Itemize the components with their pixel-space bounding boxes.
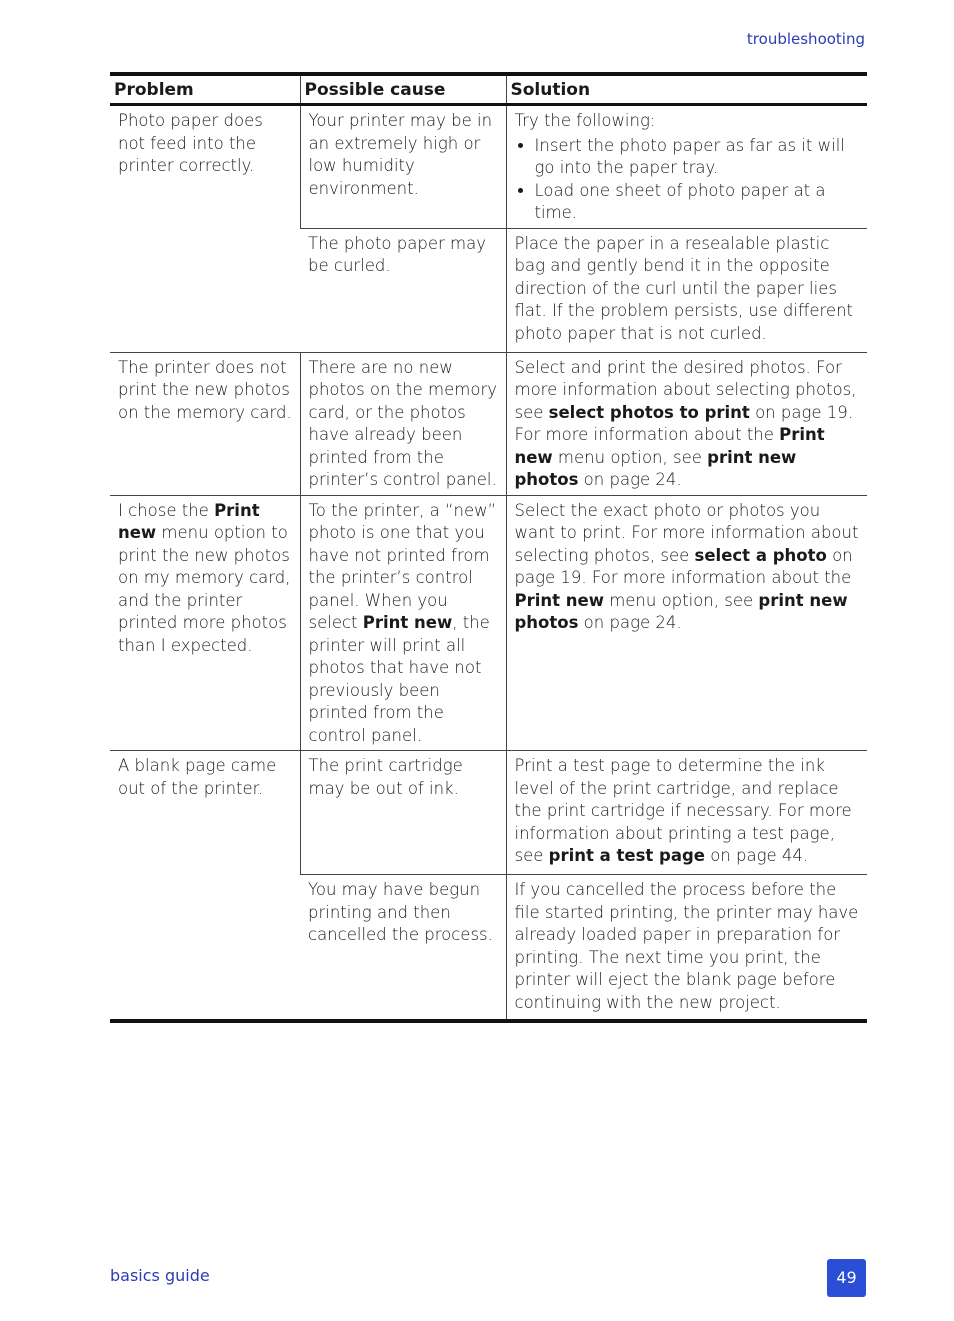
menu-ref-print-new: Print new xyxy=(514,425,825,467)
solution-cell: Print a test page to determine the ink level of the print cartridge, and replace the print cartridge if necessary. For more information about printing a test page, see print a test page on page 44. xyxy=(506,751,867,875)
column-header-solution: Solution xyxy=(506,74,867,105)
link-ref-select-a-photo: select a photo xyxy=(694,545,827,565)
running-header-section: troubleshooting xyxy=(746,30,865,48)
menu-ref-print-new: Print new xyxy=(514,590,604,610)
cause-cell: You may have begun printing and then cancelled the process. xyxy=(300,875,506,1021)
solution-cell: Place the paper in a resealable plastic bag and gently bend it in the opposite direction of the curl until the paper lies flat. If the problem persists, use different photo paper that is not curled. xyxy=(506,228,867,352)
cause-cell: Your printer may be in an extremely high or low humidity environment. xyxy=(300,105,506,229)
solution-cell: Select and print the desired photos. For more information about selecting photos, see select photos to print on page 19. For more information about the Print new menu option, see print new photos on page 24. xyxy=(506,352,867,495)
page-number-badge: 49 xyxy=(827,1259,866,1297)
link-ref-print-new-photos: print new photos xyxy=(514,447,797,489)
link-ref-print-a-test-page: print a test page xyxy=(548,846,705,865)
table-row xyxy=(110,751,867,875)
menu-ref-print-new: Print new xyxy=(118,500,260,542)
cause-cell: There are no new photos on the memory card, or the photos have already been printed from the printer’s control panel. xyxy=(300,352,506,495)
table-row xyxy=(110,495,867,751)
solution-cell xyxy=(506,105,867,229)
problem-cell: I chose the Print new menu option to print the new photos on my memory card, and the printer printed more photos than I expected. xyxy=(110,495,300,751)
column-header-possible-cause: Possible cause xyxy=(300,74,506,105)
solution-cell: Select the exact photo or photos you want to print. For more information about selecting photos, see select a photo on page 19. For more information about the Print new menu option, see print new photos on page 24. xyxy=(506,495,867,751)
problem-cell: A blank page came out of the printer. xyxy=(110,751,300,1021)
link-ref-print-new-photos: print new photos xyxy=(514,590,848,632)
table-row xyxy=(110,352,867,495)
solution-cell: If you cancelled the process before the file started printing, the printer may have already loaded paper in preparation for printing. The next time you print, the printer will eject the blank page before continuing with the new project. xyxy=(506,875,867,1021)
solution-intro: Try the following: xyxy=(514,111,656,130)
list-item: • Insert the photo paper as far as it will go into the paper tray. xyxy=(535,135,862,180)
cause-cell: To the printer, a “new” photo is one that you have not printed from the printer’s control panel. When you select Print new, the printer will print all photos that have not previously been printed from the control panel. xyxy=(300,495,506,751)
list-item: • Load one sheet of photo paper at a time. xyxy=(535,180,862,225)
solution-bullet-list xyxy=(515,135,862,225)
problem-cell: Photo paper does not feed into the printer correctly. xyxy=(110,105,300,353)
cause-cell: The print cartridge may be out of ink. xyxy=(300,751,506,875)
menu-ref-print-new: Print new xyxy=(362,613,453,632)
table-header-row xyxy=(110,74,867,105)
problem-cell: The printer does not print the new photos on the memory card. xyxy=(110,352,300,495)
troubleshooting-table xyxy=(110,72,867,1023)
cause-cell: The photo paper may be curled. xyxy=(300,228,506,352)
link-ref-select-photos-to-print: select photos to print xyxy=(548,402,750,422)
table-row xyxy=(110,105,867,229)
footer-guide-title: basics guide xyxy=(110,1266,210,1285)
column-header-problem: Problem xyxy=(110,74,300,105)
